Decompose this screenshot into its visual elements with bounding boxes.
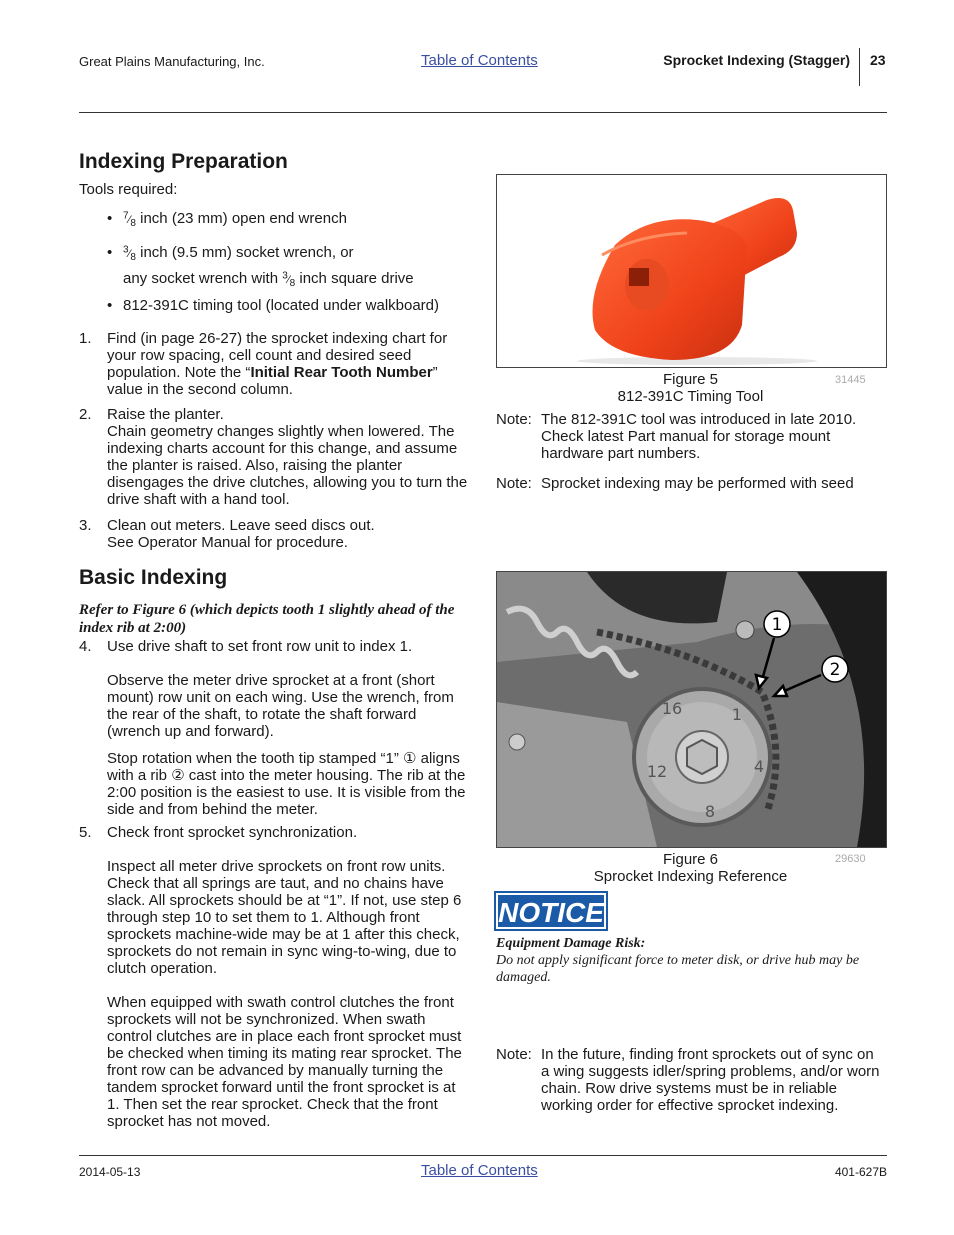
tool-item-socket: • $^3⁄_8$ inch (9.5 mm) socket wrench, or	[107, 244, 467, 263]
step-4-p2: Stop rotation when the tooth tip stamped “1” ① aligns with a rib ② cast into the meter housing. The rib at the 2:00 position is the easiest to use. It is visible from the side and from behind the meter.	[107, 750, 466, 818]
note-2: Note: Sprocket indexing may be performed with seed	[496, 475, 854, 492]
step-3-body: See Operator Manual for procedure.	[107, 534, 348, 551]
header-company: Great Plains Manufacturing, Inc.	[79, 54, 265, 69]
step-1: 1. Find (in page 26-27) the sprocket indexing chart for your row spacing, cell count and desired seed population. Note the “Initial Rear Tooth Number” value in the second column.	[79, 330, 448, 398]
sprocket-number-8: 8	[704, 802, 716, 821]
note-3: Note: In the future, finding front sprockets out of sync on a wing suggests idler/spring problems, and/or worn chain. Row drive systems must be in reliable working order for effective sprocket indexing.	[496, 1046, 880, 1114]
page-number: 23	[870, 52, 886, 68]
step-3: 3. Clean out meters. Leave seed discs out. See Operator Manual for procedure.	[79, 517, 469, 551]
notice-title: Equipment Damage Risk:	[496, 936, 646, 951]
step-5-p2: When equipped with swath control clutches the front sprockets will not be synchronized. When swath control clutches are in place each front sprocket must be checked when timing its mating rear sprocket. The front row can be advanced by manually turning the tandem sprocket forward until the front sprocket is at 1. Then set the rear sprocket. Check that the front sprocket has not moved.	[107, 994, 462, 1130]
figure-6-label: Figure 6	[662, 851, 719, 868]
step-5-title: Check front sprocket synchronization.	[107, 824, 358, 841]
sprocket-number-4: 4	[753, 757, 765, 776]
step-3-title: Clean out meters. Leave seed discs out.	[107, 517, 375, 534]
figure-5-label: Figure 5	[662, 371, 719, 388]
tools-label: Tools required:	[79, 181, 178, 198]
footer-date: 2014-05-13	[79, 1165, 141, 1179]
tool-item-timing-tool: • 812-391C timing tool (located under walkboard)	[107, 297, 467, 314]
step-4: 4. Use drive shaft to set front row unit to index 1. Observe the meter drive sprocket at a front (short mount) row unit on each wing. Use the wrench, from the rear of the shaft, to rotate the shaft forward (wrench up and forward). Stop rotation when the tooth tip stamped “1” ① aligns with a rib ② cast into the meter housing. The rib at the 2:00 position is the easiest to use. It is visible from the side and from behind the meter.	[79, 638, 469, 818]
heading-indexing-preparation: Indexing Preparation	[79, 150, 288, 173]
figure-6-image	[496, 571, 887, 848]
header-rule	[79, 112, 887, 113]
step-2-body: Chain geometry changes slightly when lowered. The indexing charts account for this change, and assume the planter is raised. Also, raising the planter disengages the drive clutches, allowing you to turn the drive shaft with a hand tool.	[107, 423, 468, 508]
figure-5-id: 31445	[835, 374, 866, 386]
timing-tool-illustration	[497, 175, 886, 367]
step-4-p1: Observe the meter drive sprocket at a front (short mount) row unit on each wing. Use the wrench, from the rear of the shaft, to rotate the shaft forward (wrench up and forward).	[107, 672, 454, 740]
figure-6-caption: Sprocket Indexing Reference	[593, 868, 788, 885]
tools-list	[107, 210, 467, 229]
step-2-title: Raise the planter.	[107, 406, 224, 423]
header-toc-link[interactable]: Table of Contents	[421, 52, 538, 69]
step-4-title: Use drive shaft to set front row unit to index 1.	[107, 638, 413, 655]
footer-rule	[79, 1155, 887, 1156]
step-5-p1: Inspect all meter drive sprockets on front row units. Check that all springs are taut, and no chains have slack. All sprockets should be at “1”. If not, use step 6 through step 10 to set them to 1. Although front sprockets machine-wide may be at 1 after this check, sprockets do not remain in sync wing-to-wing, due to clutch operation.	[107, 858, 462, 977]
sprocket-number-12: 12	[646, 762, 668, 781]
note-1: Note: The 812-391C tool was introduced in late 2010. Check latest Part manual for storage mount hardware part numbers.	[496, 411, 857, 462]
basic-intro: Refer to Figure 6 (which depicts tooth 1 slightly ahead of the index rib at 2:00)	[79, 602, 455, 636]
figure-5-caption: 812-391C Timing Tool	[617, 388, 764, 405]
tool-item-wrench: • $^7⁄_8$ inch (23 mm) open end wrench	[107, 210, 467, 229]
callout-2-label: 2	[829, 660, 841, 680]
callout-1-label: 1	[771, 615, 783, 635]
footer-toc-link[interactable]: Table of Contents	[421, 1162, 538, 1179]
sprocket-number-16: 16	[661, 699, 683, 718]
step-5: 5. Check front sprocket synchronization. Inspect all meter drive sprockets on front row units. Check that all springs are taut, and no chains have slack. All sprockets should be at “1”. If not, use step 6 through step 10 to set them to 1. Although front sprockets machine-wide may be at 1 after this check, sprockets do not remain in sync wing-to-wing, due to clutch operation. When equipped with swath control clutches the front sprockets will not be synchronized. When swath control clutches are in place each front sprocket must be checked when timing its mating rear sprocket. The front row can be advanced by manually turning the tandem sprocket forward until the front sprocket is at 1. Then set the rear sprocket. Check that the front sprocket has not moved.	[79, 824, 469, 1130]
sprocket-number-1: 1	[731, 705, 743, 724]
header-section-title: Sprocket Indexing (Stagger)	[663, 52, 850, 68]
heading-basic-indexing: Basic Indexing	[79, 566, 228, 589]
tools-list-3	[107, 297, 467, 314]
step-2: 2. Raise the planter. Chain geometry changes slightly when lowered. The indexing charts account for this change, and assume the planter is raised. Also, raising the planter disengages the drive clutches, allowing you to turn the drive shaft with a hand tool.	[79, 406, 468, 508]
footer-doc-code: 401-627B	[834, 1165, 887, 1179]
notice-body: Do not apply significant force to meter disk, or drive hub may be damaged.	[496, 953, 860, 985]
header-separator	[859, 48, 860, 86]
sprocket-photo-illustration	[497, 572, 886, 847]
notice-badge: NOTICE	[496, 893, 606, 929]
tool-item-socket-line2: any socket wrench with $^3⁄_8$ inch square drive	[123, 270, 414, 290]
figure-6-id: 29630	[835, 853, 866, 865]
figure-5-image	[496, 174, 887, 368]
tools-list-2	[107, 244, 467, 289]
